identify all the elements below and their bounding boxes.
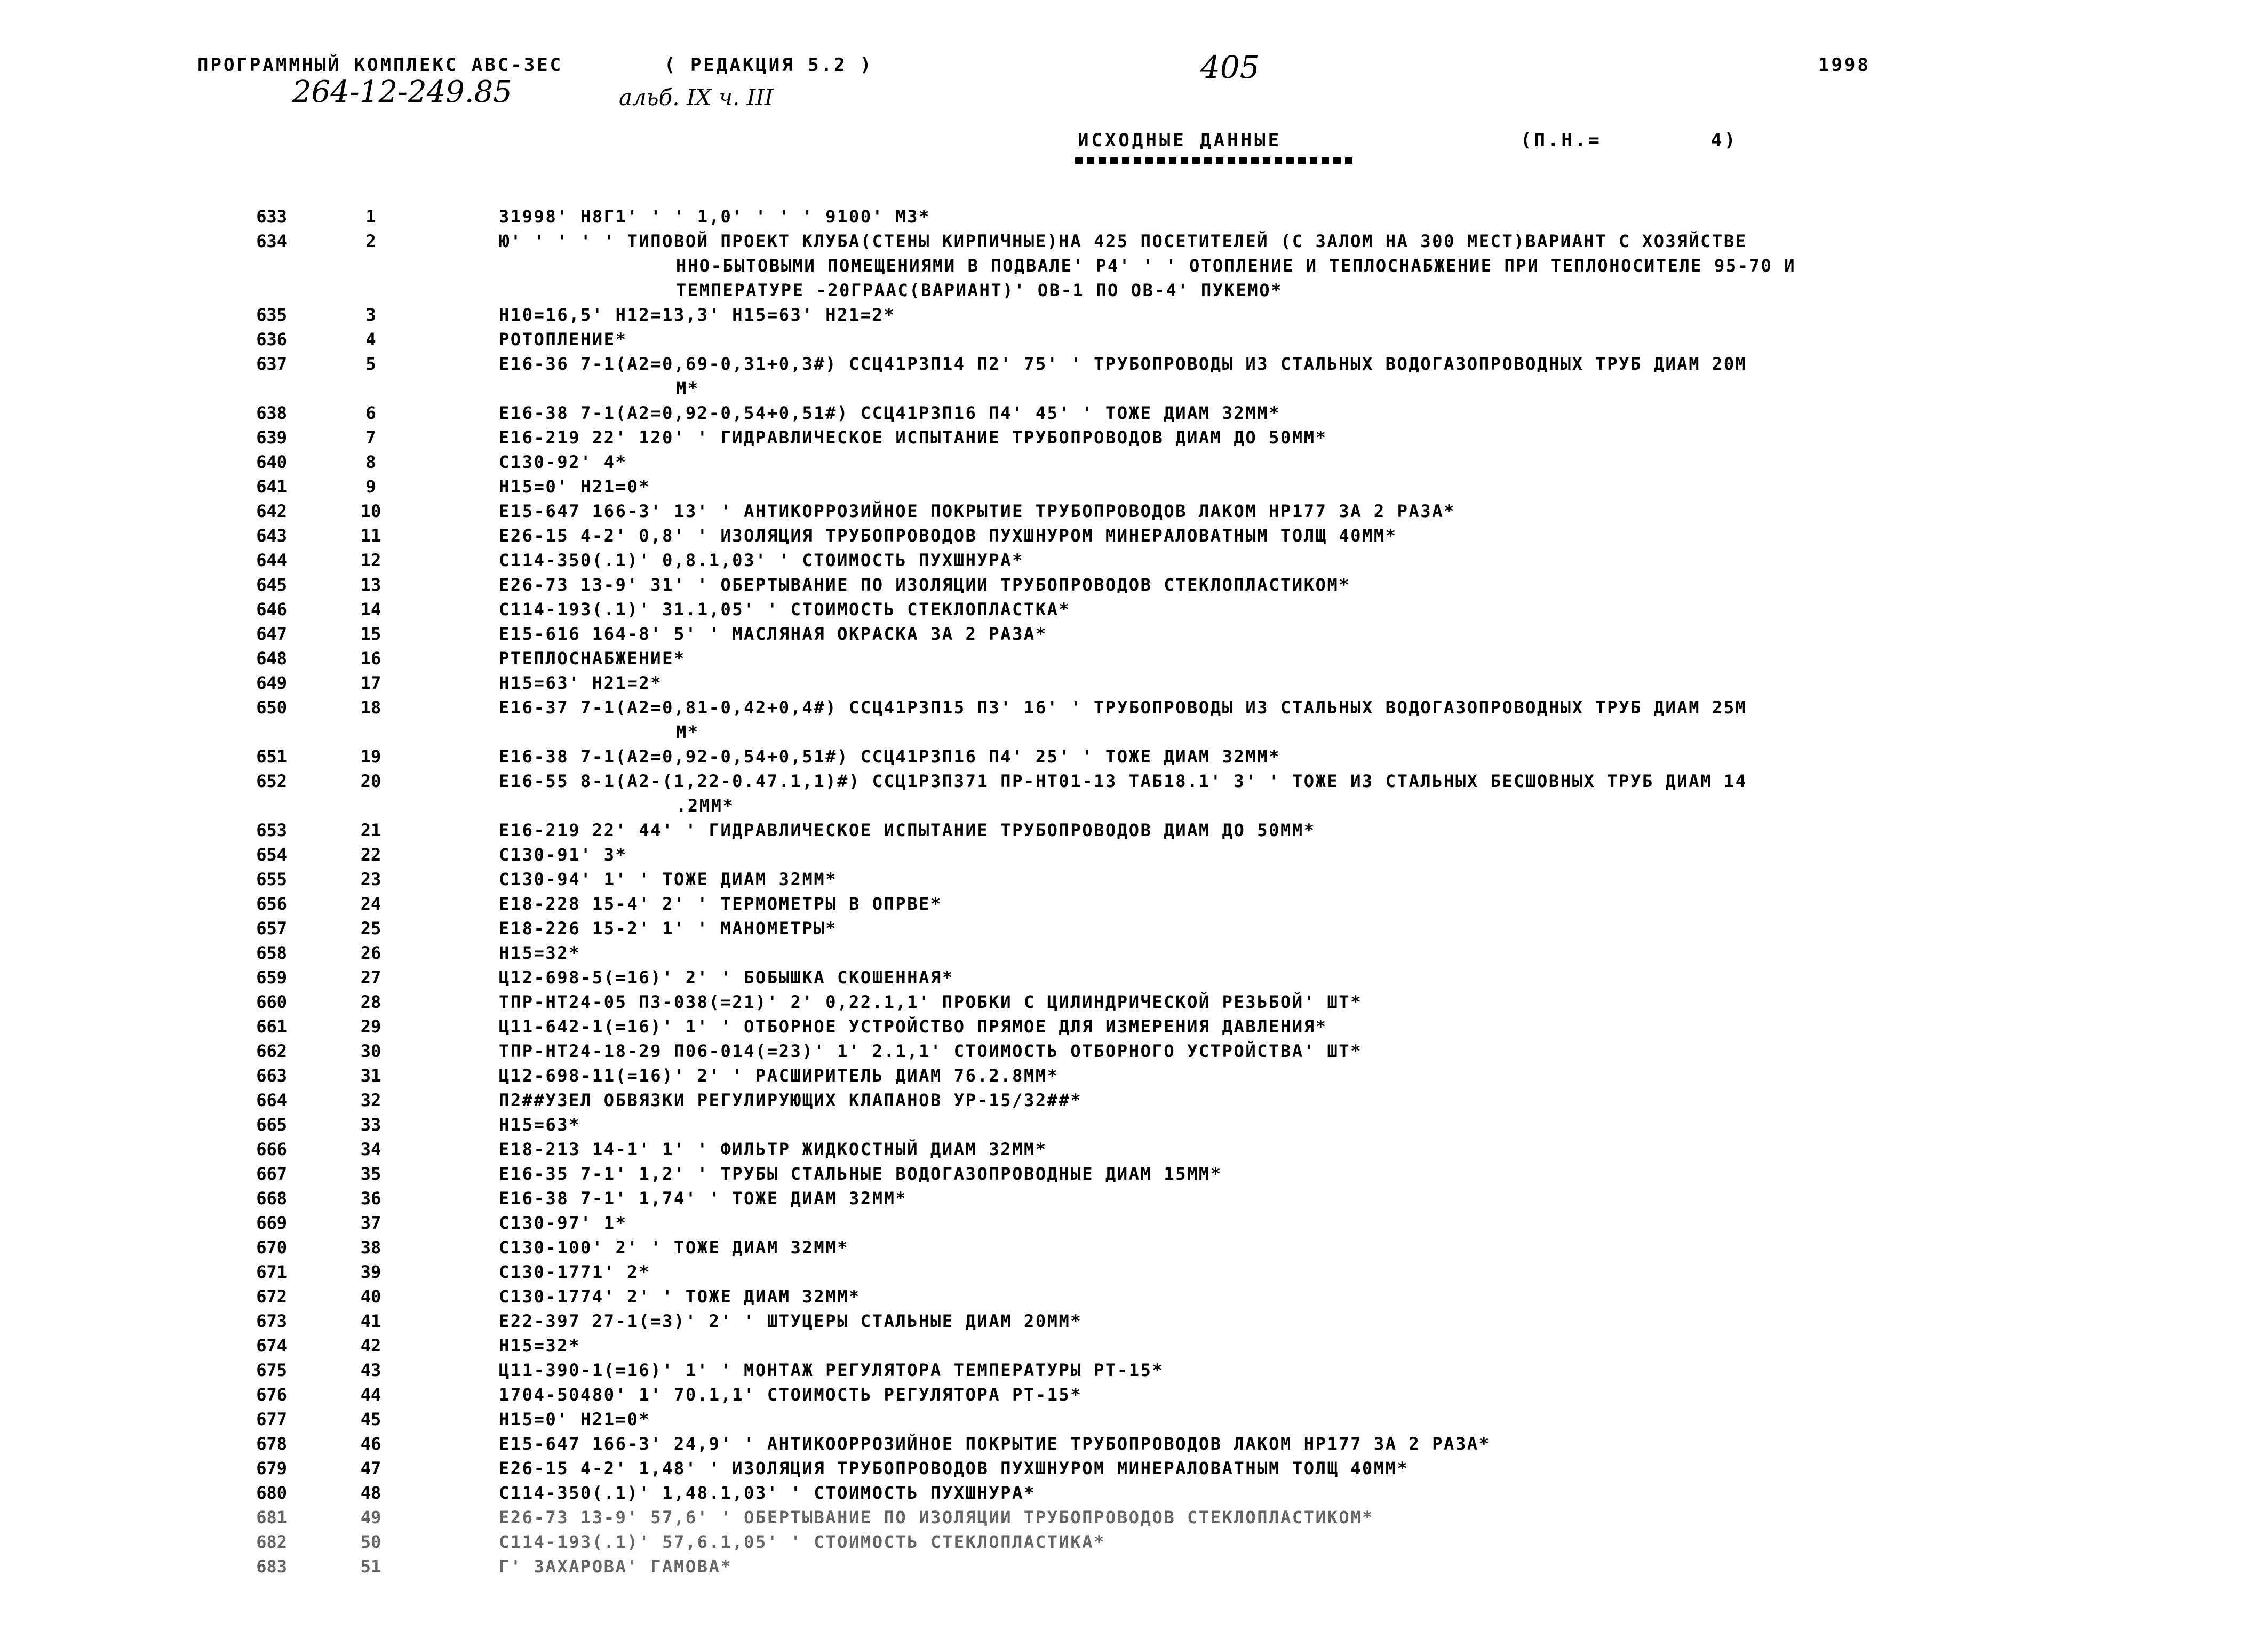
record-text (499, 303, 2115, 327)
edition: ( РЕДАКЦИЯ 5.2 ) (664, 54, 873, 76)
record-text (499, 1407, 2115, 1432)
record-text (499, 327, 2115, 352)
item-index: 19 (360, 746, 381, 767)
record-text (499, 1063, 2115, 1088)
item-index: 11 (360, 526, 381, 546)
item-index: 48 (360, 1483, 381, 1503)
record-line: С114-193(.1)' 31.1,05' ' СТОИМОСТЬ СТЕКЛОПЛАСТКА* (499, 599, 1071, 619)
title-underline (1075, 157, 1355, 164)
record-line: ТПР-НТ24-18-29 П06-014(=23)' 1' 2.1,1' СТОИМОСТЬ ОТБОРНОГО УСТРОЙСТВА' ШТ* (499, 1041, 1363, 1061)
record-text (499, 352, 2115, 401)
line-number: 645 (256, 575, 287, 595)
record-text (499, 769, 2115, 818)
line-number: 673 (256, 1311, 287, 1331)
line-number: 638 (256, 403, 287, 423)
listing-row (0, 303, 2268, 327)
line-number: 682 (256, 1532, 287, 1552)
listing-row (0, 695, 2268, 744)
item-index: 45 (360, 1409, 381, 1429)
record-line: Е16-38 7-1(А2=0,92-0,54+0,51#) ССЦ41Р3П16 П4' 25' ' ТОЖЕ ДИАМ 32ММ* (499, 746, 1280, 767)
line-number: 668 (256, 1188, 287, 1208)
item-index: 35 (360, 1164, 381, 1184)
record-text (499, 695, 2115, 744)
record-line: ННО-БЫТОВЫМИ ПОМЕЩЕНИЯМИ В ПОДВАЛЕ' Р4' ' ' ОТОПЛЕНИЕ И ТЕПЛОСНАБЖЕНИЕ ПРИ ТЕПЛОНОСИТЕЛЕ 95-70 И (676, 256, 1796, 276)
record-line: Ц11-642-1(=16)' 1' ' ОТБОРНОЕ УСТРОЙСТВО ПРЯМОЕ ДЛЯ ИЗМЕРЕНИЯ ДАВЛЕНИЯ* (499, 1016, 1327, 1037)
record-line: Е18-213 14-1' 1' ' ФИЛЬТР ЖИДКОСТНЫЙ ДИАМ 32ММ* (499, 1139, 1047, 1159)
record-text (499, 671, 2115, 695)
line-number: 661 (256, 1016, 287, 1037)
item-index: 50 (360, 1532, 381, 1552)
listing-row (0, 352, 2268, 401)
record-line: Ю' ' ' ' ' ТИПОВОЙ ПРОЕКТ КЛУБА(СТЕНЫ КИРПИЧНЫЕ)НА 425 ПОСЕТИТЕЛЕЙ (С ЗАЛОМ НА 300 МЕСТ)ВАРИАНТ С ХОЗЯЙСТВЕ (499, 231, 1747, 251)
record-line: Е26-73 13-9' 57,6' ' ОБЕРТЫВАНИЕ ПО ИЗОЛЯЦИИ ТРУБОПРОВОДОВ СТЕКЛОПЛАСТИКОМ* (499, 1507, 1374, 1528)
page-number: 405 (1200, 49, 1260, 85)
record-line: Н15=0' Н21=0* (499, 1409, 651, 1429)
line-number: 648 (256, 648, 287, 669)
record-text (499, 941, 2115, 965)
record-line: С130-1774' 2' ' ТОЖЕ ДИАМ 32ММ* (499, 1286, 861, 1307)
item-index: 26 (360, 943, 381, 963)
record-line: С130-91' 3* (499, 845, 627, 865)
listing-row (0, 1284, 2268, 1309)
listing-row (0, 474, 2268, 499)
item-index: 51 (360, 1556, 381, 1577)
listing-row (0, 916, 2268, 941)
record-text (499, 1137, 2115, 1162)
record-line: .2ММ* (676, 796, 735, 816)
item-index: 46 (360, 1434, 381, 1454)
record-text (499, 1456, 2115, 1481)
line-number: 670 (256, 1237, 287, 1258)
listing-row (0, 1063, 2268, 1088)
listing-row (0, 965, 2268, 990)
record-text (499, 842, 2115, 867)
listing-row (0, 1211, 2268, 1235)
listing-row (0, 1309, 2268, 1333)
line-number: 669 (256, 1213, 287, 1233)
listing-row (0, 941, 2268, 965)
handwritten-album: альб. IX ч. III (619, 84, 774, 110)
item-index: 13 (360, 575, 381, 595)
record-text (499, 1333, 2115, 1358)
line-number: 658 (256, 943, 287, 963)
listing-row (0, 1039, 2268, 1063)
line-number: 677 (256, 1409, 287, 1429)
listing-row (0, 646, 2268, 671)
record-line: П2##УЗЕЛ ОБВЯЗКИ РЕГУЛИРУЮЩИХ КЛАПАНОВ УР-15/32##* (499, 1090, 1083, 1110)
line-number: 649 (256, 673, 287, 693)
record-text (499, 1358, 2115, 1382)
record-line: С130-100' 2' ' ТОЖЕ ДИАМ 32ММ* (499, 1237, 849, 1258)
record-text (499, 1530, 2115, 1554)
item-index: 7 (365, 427, 376, 448)
record-line: С130-97' 1* (499, 1213, 627, 1233)
record-text (499, 450, 2115, 474)
record-text (499, 1432, 2115, 1456)
item-index: 43 (360, 1360, 381, 1380)
line-number: 675 (256, 1360, 287, 1380)
item-index: 36 (360, 1188, 381, 1208)
listing-row (0, 892, 2268, 916)
item-index: 31 (360, 1066, 381, 1086)
item-index: 34 (360, 1139, 381, 1159)
record-text (499, 1235, 2115, 1260)
record-line: Н15=32* (499, 1335, 581, 1356)
listing-row (0, 1530, 2268, 1554)
record-line: С130-94' 1' ' ТОЖЕ ДИАМ 32ММ* (499, 869, 838, 889)
record-line: С130-92' 4* (499, 452, 627, 472)
listing-row (0, 818, 2268, 842)
record-text (499, 622, 2115, 646)
record-line: Е16-38 7-1(А2=0,92-0,54+0,51#) ССЦ41Р3П16 П4' 45' ' ТОЖЕ ДИАМ 32ММ* (499, 403, 1280, 423)
line-number: 660 (256, 992, 287, 1012)
item-index: 23 (360, 869, 381, 889)
record-text (499, 474, 2115, 499)
listing-row (0, 1112, 2268, 1137)
record-text (499, 646, 2115, 671)
record-text (499, 1211, 2115, 1235)
record-line: Н15=63' Н21=2* (499, 673, 663, 693)
listing-row (0, 769, 2268, 818)
record-text (499, 818, 2115, 842)
item-index: 33 (360, 1115, 381, 1135)
listing-row (0, 327, 2268, 352)
item-index: 8 (365, 452, 376, 472)
listing-row (0, 1407, 2268, 1432)
data-listing (0, 204, 2268, 1579)
line-number: 647 (256, 624, 287, 644)
line-number: 643 (256, 526, 287, 546)
record-line: Е16-219 22' 44' ' ГИДРАВЛИЧЕСКОЕ ИСПЫТАНИЕ ТРУБОПРОВОДОВ ДИАМ ДО 50ММ* (499, 820, 1316, 840)
record-line: Е22-397 27-1(=3)' 2' ' ШТУЦЕРЫ СТАЛЬНЫЕ ДИАМ 20ММ* (499, 1311, 1083, 1331)
listing-row (0, 229, 2268, 303)
line-number: 639 (256, 427, 287, 448)
record-text (499, 1112, 2115, 1137)
record-line: Е16-37 7-1(А2=0,81-0,42+0,4#) ССЦ41Р3П15 П3' 16' ' ТРУБОПРОВОДЫ ИЗ СТАЛЬНЫХ ВОДОГАЗОПРОВОДНЫХ ТРУБ ДИАМ 25М (499, 697, 1747, 718)
line-number: 633 (256, 206, 287, 227)
record-line: Е26-15 4-2' 0,8' ' ИЗОЛЯЦИЯ ТРУБОПРОВОДОВ ПУХШНУРОМ МИНЕРАЛОВАТНЫМ ТОЛЩ 40ММ* (499, 526, 1397, 546)
line-number: 654 (256, 845, 287, 865)
record-line: Н10=16,5' Н12=13,3' Н15=63' Н21=2* (499, 305, 896, 325)
item-index: 17 (360, 673, 381, 693)
listing-row (0, 1088, 2268, 1112)
year: 1998 (1818, 54, 1871, 76)
item-index: 41 (360, 1311, 381, 1331)
record-text (499, 229, 2115, 303)
record-line: 1704-50480' 1' 70.1,1' СТОИМОСТЬ РЕГУЛЯТОРА РТ-15* (499, 1385, 1083, 1405)
listing-row (0, 990, 2268, 1014)
record-text (499, 892, 2115, 916)
record-text (499, 1309, 2115, 1333)
item-index: 6 (365, 403, 376, 423)
line-number: 663 (256, 1066, 287, 1086)
item-index: 10 (360, 501, 381, 521)
record-line: С114-350(.1)' 1,48.1,03' ' СТОИМОСТЬ ПУХШНУРА* (499, 1483, 1036, 1503)
record-text (499, 499, 2115, 523)
item-index: 3 (365, 305, 376, 325)
listing-row (0, 425, 2268, 450)
item-index: 29 (360, 1016, 381, 1037)
record-text (499, 1088, 2115, 1112)
record-line: РТЕПЛОСНАБЖЕНИЕ* (499, 648, 686, 669)
record-line: Н15=32* (499, 943, 581, 963)
item-index: 5 (365, 354, 376, 374)
listing-row (0, 1260, 2268, 1284)
line-number: 671 (256, 1262, 287, 1282)
record-text (499, 597, 2115, 622)
line-number: 634 (256, 231, 287, 251)
record-line: Е16-219 22' 120' ' ГИДРАВЛИЧЕСКОЕ ИСПЫТАНИЕ ТРУБОПРОВОДОВ ДИАМ ДО 50ММ* (499, 427, 1327, 448)
line-number: 680 (256, 1483, 287, 1503)
listing-row (0, 401, 2268, 425)
item-index: 12 (360, 550, 381, 570)
record-line: М* (676, 378, 699, 399)
line-number: 640 (256, 452, 287, 472)
record-text (499, 1162, 2115, 1186)
record-text (499, 572, 2115, 597)
record-line: Е15-647 166-3' 24,9' ' АНТИКООРРОЗИЙНОЕ ПОКРЫТИЕ ТРУБОПРОВОДОВ ЛАКОМ НР177 ЗА 2 РАЗА* (499, 1434, 1491, 1454)
line-number: 642 (256, 501, 287, 521)
listing-row (0, 204, 2268, 229)
line-number: 657 (256, 918, 287, 939)
listing-row (0, 744, 2268, 769)
item-index: 15 (360, 624, 381, 644)
record-text (499, 204, 2115, 229)
record-text (499, 1284, 2115, 1309)
line-number: 665 (256, 1115, 287, 1135)
record-text (499, 1505, 2115, 1530)
line-number: 635 (256, 305, 287, 325)
listing-row (0, 1014, 2268, 1039)
line-number: 667 (256, 1164, 287, 1184)
item-index: 32 (360, 1090, 381, 1110)
listing-row (0, 842, 2268, 867)
item-index: 40 (360, 1286, 381, 1307)
item-index: 22 (360, 845, 381, 865)
listing-row (0, 1432, 2268, 1456)
line-number: 679 (256, 1458, 287, 1478)
item-index: 14 (360, 599, 381, 619)
listing-row (0, 1481, 2268, 1505)
line-number: 651 (256, 746, 287, 767)
line-number: 676 (256, 1385, 287, 1405)
record-line: Е16-36 7-1(А2=0,69-0,31+0,3#) ССЦ41Р3П14 П2' 75' ' ТРУБОПРОВОДЫ ИЗ СТАЛЬНЫХ ВОДОГАЗОПРОВОДНЫХ ТРУБ ДИАМ 20М (499, 354, 1747, 374)
record-text (499, 1039, 2115, 1063)
record-text (499, 744, 2115, 769)
item-index: 4 (365, 329, 376, 349)
item-index: 16 (360, 648, 381, 669)
record-line: Е16-38 7-1' 1,74' ' ТОЖЕ ДИАМ 32ММ* (499, 1188, 908, 1208)
item-index: 49 (360, 1507, 381, 1528)
listing-row (0, 1186, 2268, 1211)
item-index: 21 (360, 820, 381, 840)
line-number: 662 (256, 1041, 287, 1061)
line-number: 646 (256, 599, 287, 619)
record-line: С114-193(.1)' 57,6.1,05' ' СТОИМОСТЬ СТЕКЛОПЛАСТИКА* (499, 1532, 1106, 1552)
record-line: С114-350(.1)' 0,8.1,03' ' СТОИМОСТЬ ПУХШНУРА* (499, 550, 1024, 570)
record-text (499, 965, 2115, 990)
listing-row (0, 1554, 2268, 1579)
line-number: 637 (256, 354, 287, 374)
record-text (499, 523, 2115, 548)
record-line: Е26-15 4-2' 1,48' ' ИЗОЛЯЦИЯ ТРУБОПРОВОДОВ ПУХШНУРОМ МИНЕРАЛОВАТНЫМ ТОЛЩ 40ММ* (499, 1458, 1409, 1478)
listing-row (0, 1505, 2268, 1530)
item-index: 18 (360, 697, 381, 718)
line-number: 652 (256, 771, 287, 791)
listing-row (0, 671, 2268, 695)
item-index: 9 (365, 476, 376, 497)
record-text (499, 990, 2115, 1014)
line-number: 653 (256, 820, 287, 840)
listing-row (0, 572, 2268, 597)
line-number: 656 (256, 894, 287, 914)
listing-row (0, 450, 2268, 474)
section-title: ИСХОДНЫЕ ДАННЫЕ (1078, 130, 1282, 151)
line-number: 664 (256, 1090, 287, 1110)
record-line: М* (676, 722, 699, 742)
line-number: 636 (256, 329, 287, 349)
pn-label: (П.Н.= 4) (1521, 130, 1738, 151)
line-number: 672 (256, 1286, 287, 1307)
line-number: 641 (256, 476, 287, 497)
item-index: 30 (360, 1041, 381, 1061)
handwritten-code: 264-12-249.85 (292, 75, 512, 109)
record-line: Е18-226 15-2' 1' ' МАНОМЕТРЫ* (499, 918, 838, 939)
item-index: 24 (360, 894, 381, 914)
record-text (499, 1186, 2115, 1211)
item-index: 2 (365, 231, 376, 251)
record-line: Ц11-390-1(=16)' 1' ' МОНТАЖ РЕГУЛЯТОРА ТЕМПЕРАТУРЫ РТ-15* (499, 1360, 1164, 1380)
item-index: 47 (360, 1458, 381, 1478)
record-text (499, 1481, 2115, 1505)
record-text (499, 1382, 2115, 1407)
line-number: 678 (256, 1434, 287, 1454)
record-text (499, 867, 2115, 892)
record-line: Н15=0' Н21=0* (499, 476, 651, 497)
item-index: 25 (360, 918, 381, 939)
program-name: ПРОГРАММНЫЙ КОМПЛЕКС АВС-3ЕС (197, 54, 563, 76)
listing-row (0, 1382, 2268, 1407)
listing-row (0, 1137, 2268, 1162)
listing-row (0, 523, 2268, 548)
line-number: 683 (256, 1556, 287, 1577)
record-text (499, 1554, 2115, 1579)
item-index: 28 (360, 992, 381, 1012)
record-line: Е16-55 8-1(А2-(1,22-0.47.1,1)#) ССЦ1Р3П371 ПР-НТ01-13 ТАБ18.1' 3' ' ТОЖЕ ИЗ СТАЛЬНЫХ БЕСШОВНЫХ ТРУБ ДИАМ 14 (499, 771, 1747, 791)
item-index: 37 (360, 1213, 381, 1233)
record-line: С130-1771' 2* (499, 1262, 651, 1282)
listing-row (0, 622, 2268, 646)
record-line: ТЕМПЕРАТУРЕ -20ГРААС(ВАРИАНТ)' ОВ-1 ПО ОВ-4' ПУКЕМО* (676, 280, 1283, 300)
record-line: РОТОПЛЕНИЕ* (499, 329, 627, 349)
line-number: 674 (256, 1335, 287, 1356)
listing-row (0, 1162, 2268, 1186)
record-text (499, 401, 2115, 425)
record-text (499, 548, 2115, 572)
record-text (499, 1260, 2115, 1284)
record-line: Ц12-698-5(=16)' 2' ' БОБЫШКА СКОШЕННАЯ* (499, 967, 954, 988)
item-index: 27 (360, 967, 381, 988)
item-index: 38 (360, 1237, 381, 1258)
listing-row (0, 1235, 2268, 1260)
record-text (499, 916, 2115, 941)
line-number: 681 (256, 1507, 287, 1528)
listing-row (0, 867, 2268, 892)
listing-row (0, 1333, 2268, 1358)
item-index: 20 (360, 771, 381, 791)
line-number: 655 (256, 869, 287, 889)
record-line: Е15-647 166-3' 13' ' АНТИКОРРОЗИЙНОЕ ПОКРЫТИЕ ТРУБОПРОВОДОВ ЛАКОМ НР177 ЗА 2 РАЗА* (499, 501, 1455, 521)
record-line: Г' ЗАХАРОВА' ГАМОВА* (499, 1556, 733, 1577)
record-line: 31998' Н8Г1' ' ' 1,0' ' ' ' 9100' МЗ* (499, 206, 931, 227)
line-number: 650 (256, 697, 287, 718)
record-line: Е18-228 15-4' 2' ' ТЕРМОМЕТРЫ В ОПРВЕ* (499, 894, 942, 914)
item-index: 44 (360, 1385, 381, 1405)
item-index: 39 (360, 1262, 381, 1282)
item-index: 42 (360, 1335, 381, 1356)
record-line: Е15-616 164-8' 5' ' МАСЛЯНАЯ ОКРАСКА ЗА 2 РАЗА* (499, 624, 1047, 644)
record-line: Ц12-698-11(=16)' 2' ' РАСШИРИТЕЛЬ ДИАМ 76.2.8ММ* (499, 1066, 1059, 1086)
listing-row (0, 1358, 2268, 1382)
listing-row (0, 1456, 2268, 1481)
record-text (499, 425, 2115, 450)
record-line: Е16-35 7-1' 1,2' ' ТРУБЫ СТАЛЬНЫЕ ВОДОГАЗОПРОВОДНЫЕ ДИАМ 15ММ* (499, 1164, 1222, 1184)
line-number: 666 (256, 1139, 287, 1159)
line-number: 644 (256, 550, 287, 570)
record-line: ТПР-НТ24-05 П3-038(=21)' 2' 0,22.1,1' ПРОБКИ С ЦИЛИНДРИЧЕСКОЙ РЕЗЬБОЙ' ШТ* (499, 992, 1363, 1012)
record-line: Е26-73 13-9' 31' ' ОБЕРТЫВАНИЕ ПО ИЗОЛЯЦИИ ТРУБОПРОВОДОВ СТЕКЛОПЛАСТИКОМ* (499, 575, 1351, 595)
record-text (499, 1014, 2115, 1039)
listing-row (0, 499, 2268, 523)
listing-row (0, 548, 2268, 572)
item-index: 1 (365, 206, 376, 227)
line-number: 659 (256, 967, 287, 988)
listing-row (0, 597, 2268, 622)
record-line: Н15=63* (499, 1115, 581, 1135)
